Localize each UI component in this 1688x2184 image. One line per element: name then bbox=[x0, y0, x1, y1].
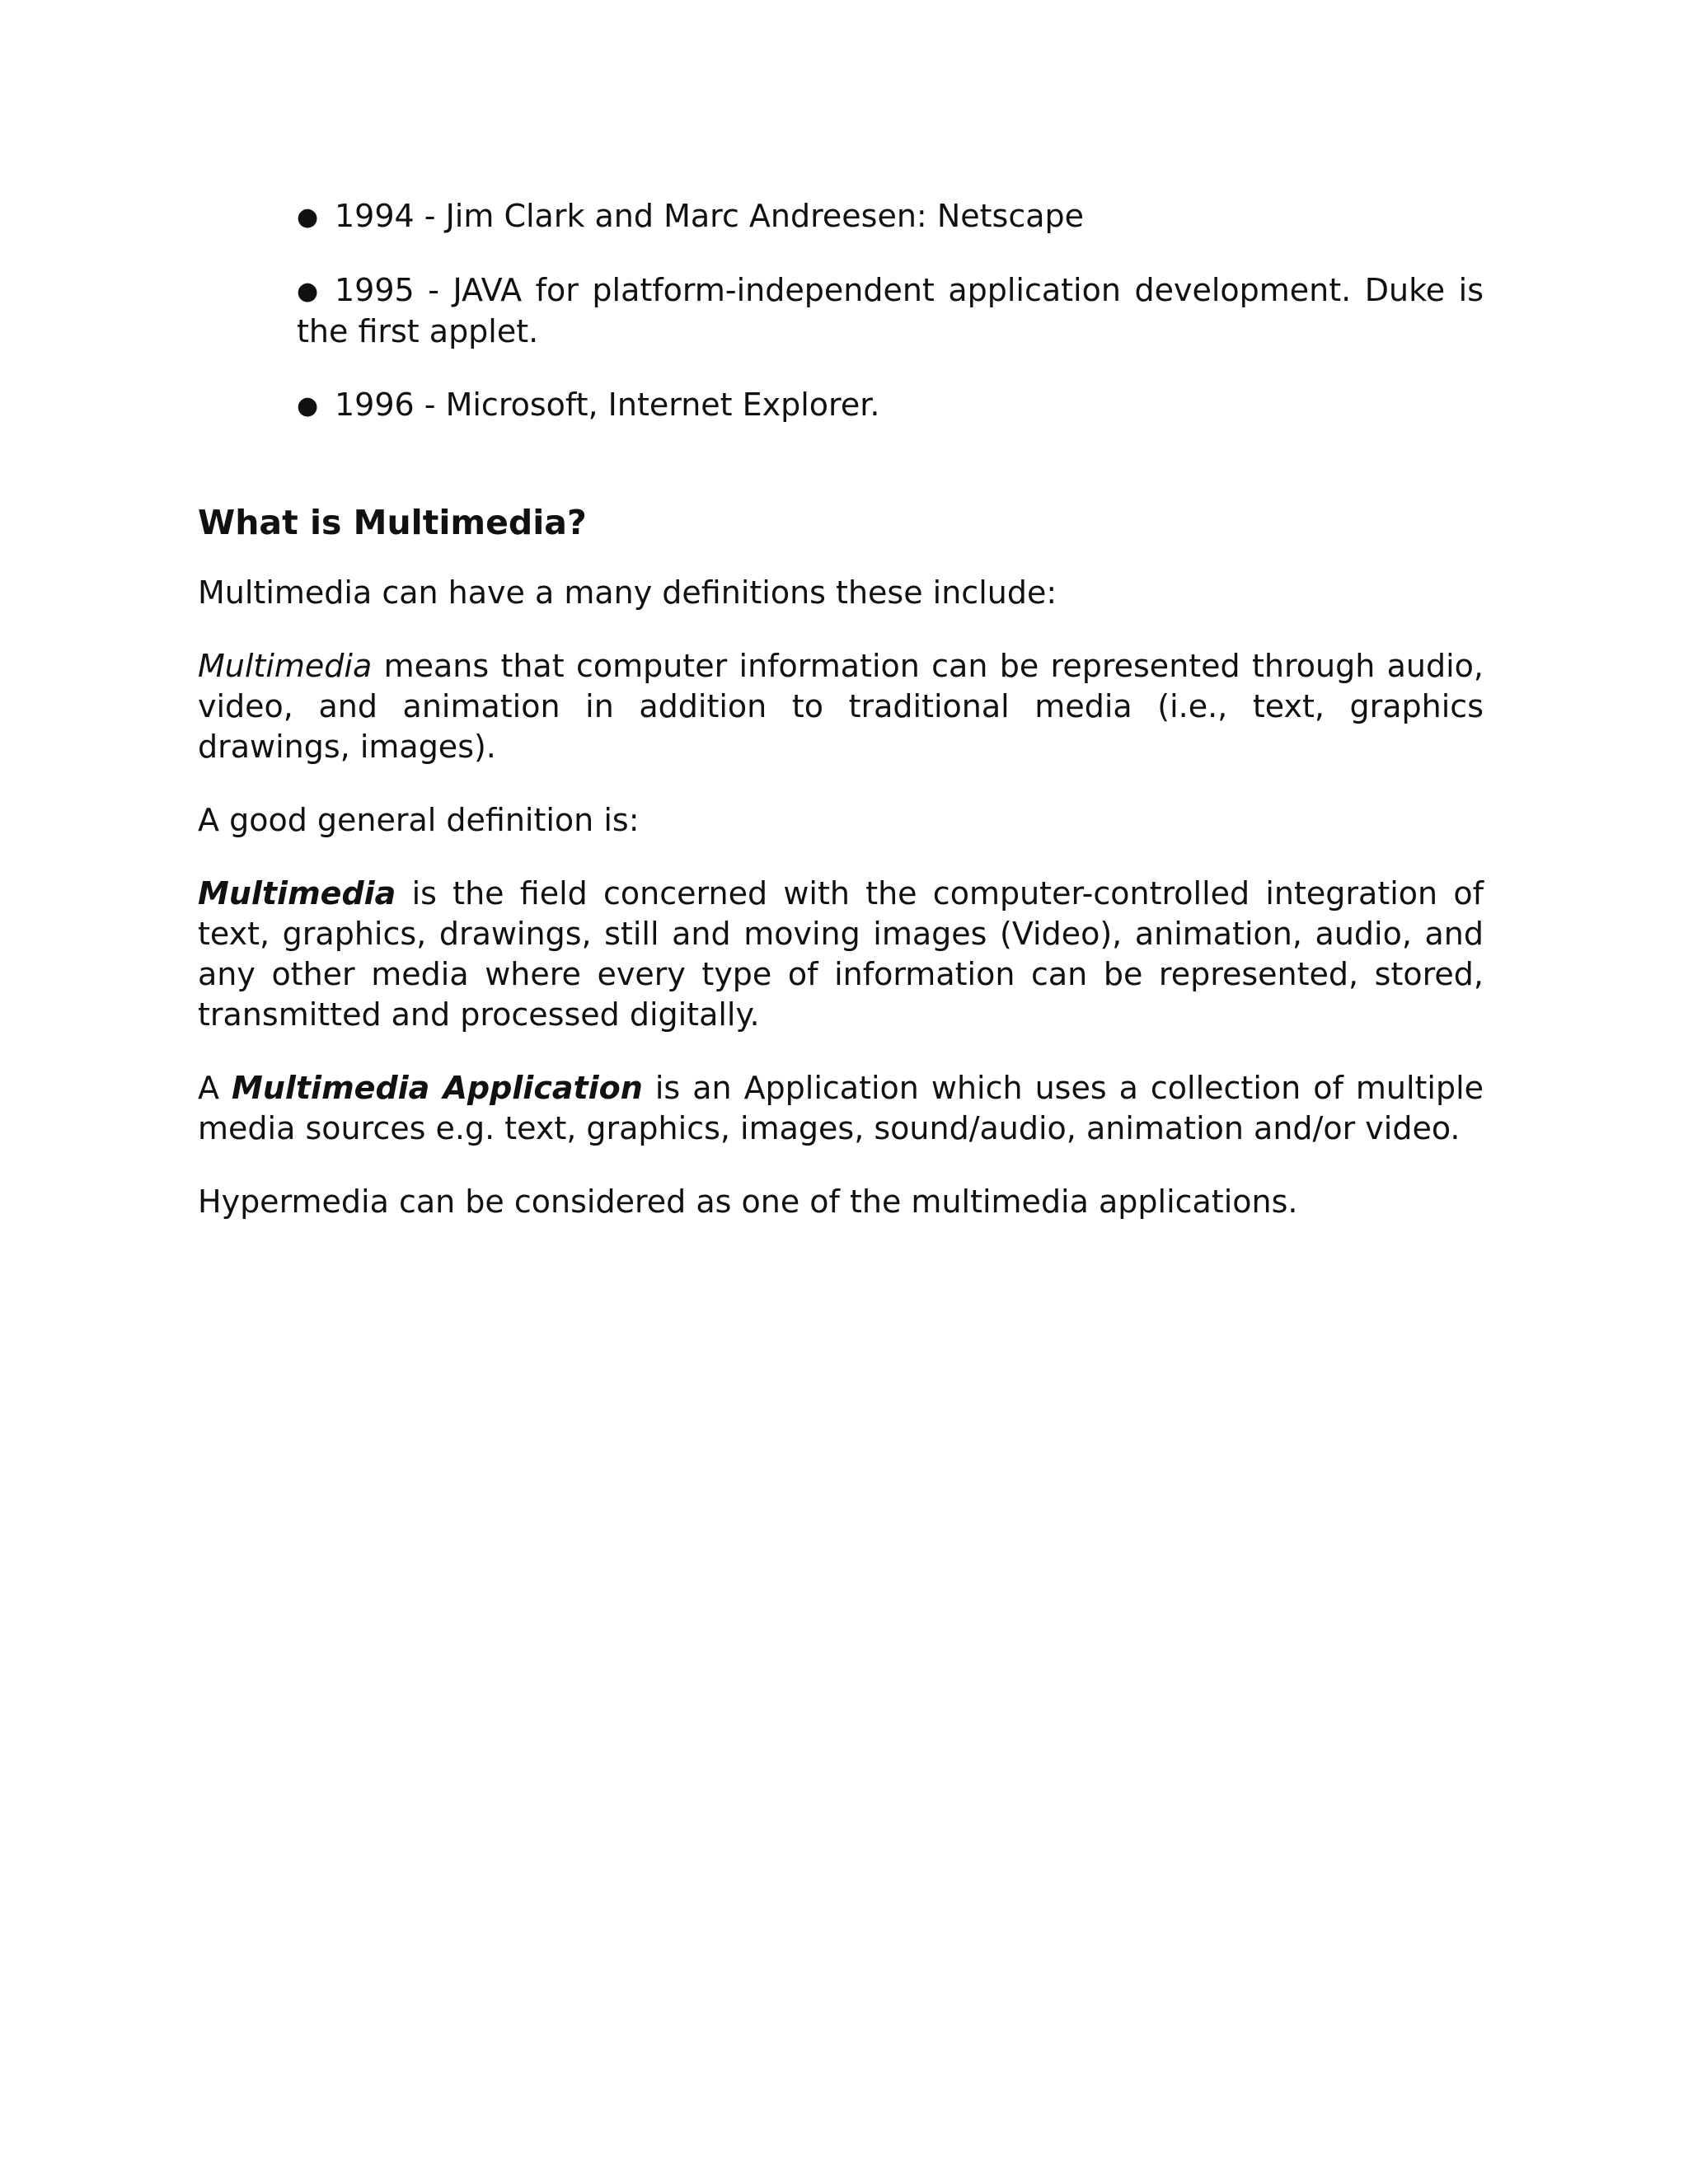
general-definition-intro: A good general definition is: bbox=[198, 802, 640, 838]
document-page bbox=[198, 196, 1484, 1255]
paragraph-text: means that computer information can be represented through audio, video, and animation in addition to traditional media (i.e., text, graphics drawings, images). bbox=[198, 648, 1484, 765]
list-item bbox=[297, 270, 1484, 352]
bullet-icon: ● bbox=[297, 203, 319, 232]
bullet-icon: ● bbox=[297, 391, 319, 420]
list-item bbox=[297, 385, 1484, 426]
paragraph-text: is an Application which uses a collection of multiple media sources e.g. text, graphics, images, sound/audio, animation and/or video. bbox=[198, 1070, 1484, 1146]
bold-italic-term: Multimedia bbox=[198, 875, 396, 912]
history-bullet-list bbox=[198, 196, 1484, 426]
hypermedia-paragraph: Hypermedia can be considered as one of the multimedia applications. bbox=[198, 1183, 1298, 1220]
definition-paragraph-2 bbox=[198, 874, 1484, 1035]
intro-paragraph: Multimedia can have a many definitions these include: bbox=[198, 574, 1057, 611]
bold-italic-term: Multimedia Application bbox=[232, 1070, 643, 1106]
paragraph-text: is the field concerned with the computer-controlled integration of text, graphics, drawings, still and moving images (Video), animation, audio, and any other media where every type of information can be represented, stored, transmitted and processed digitally. bbox=[198, 875, 1484, 1033]
application-paragraph bbox=[198, 1068, 1484, 1149]
bullet-icon: ● bbox=[297, 277, 319, 306]
italic-term: Multimedia bbox=[198, 648, 373, 684]
section-heading: What is Multimedia? bbox=[198, 503, 587, 542]
list-item bbox=[297, 196, 1484, 237]
paragraph-prefix: A bbox=[198, 1070, 232, 1106]
bullet-text: 1994 - Jim Clark and Marc Andreesen: Netscape bbox=[335, 198, 1084, 234]
bullet-text: 1995 - JAVA for platform-independent application development. Duke is the first applet. bbox=[297, 272, 1484, 349]
bullet-text: 1996 - Microsoft, Internet Explorer. bbox=[335, 387, 880, 423]
definition-paragraph-1 bbox=[198, 646, 1484, 767]
